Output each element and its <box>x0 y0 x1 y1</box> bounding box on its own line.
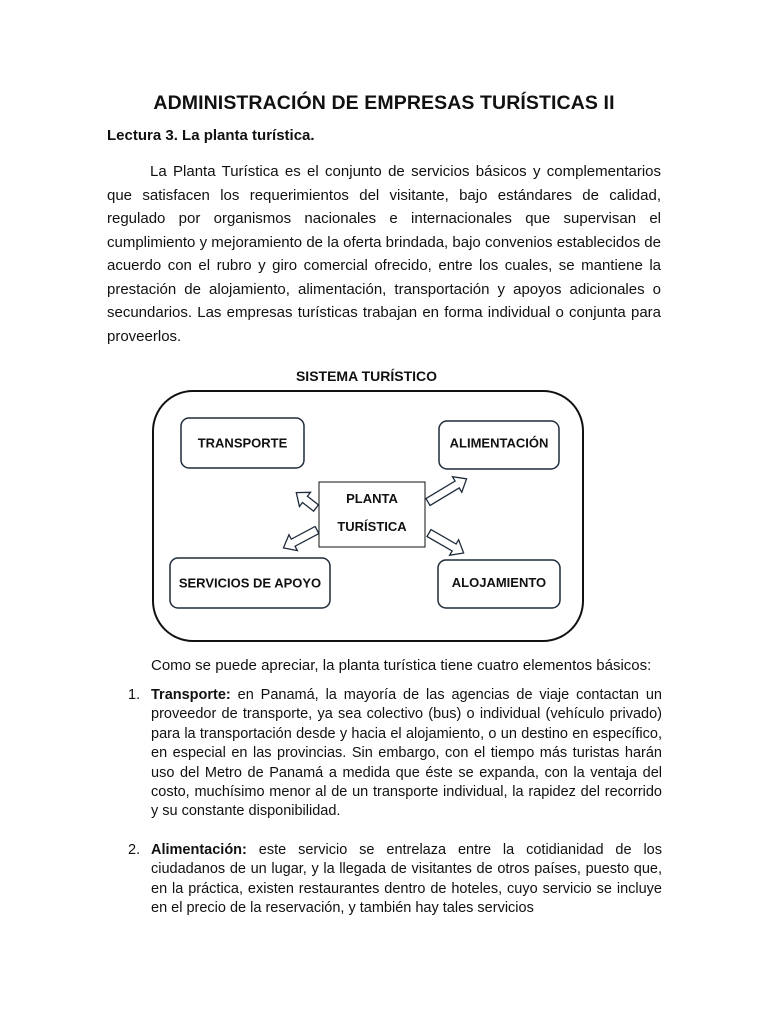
lecture-subtitle: Lectura 3. La planta turística. <box>107 127 315 144</box>
list-item-term: Transporte: <box>151 687 231 703</box>
list-item-text: en Panamá, la mayoría de las agencias de viaje contactan un proveedor de transporte, ya sea colectivo (bus) o individual (vehículo privado) para la transportación desde y hacia el alojamiento, o un destino en específico, en especial en las provincias. Sin embargo, con el tiempo más turistas harán uso del Metro de Panamá a medida que éste se expanda, con la ventaja del costo, muchísimo menor al de un transporte individual, la rapidez del recorrido y su constante disponibilidad. <box>151 687 662 820</box>
document-title: ADMINISTRACIÓN DE EMPRESAS TURÍSTICAS II <box>153 92 615 114</box>
diagram-title: SISTEMA TURÍSTICO <box>295 368 438 384</box>
list-item-text: este servicio se entrelaza entre la cotidianidad de los ciudadanos de un lugar, y la llegada de visitantes de otros países, puesto que, en la práctica, existen restaurantes dentro de hoteles, cuyo servicio se incluye en el precio de la reservación, y también hay tales servicios <box>151 841 662 917</box>
food-label: ALIMENTACIÓN <box>449 435 549 451</box>
intro-paragraph: La Planta Turística es el conjunto de servicios básicos y complementarios que satisfacen los requerimientos del visitante, bajo estándares de calidad, regulado por organismos nacionales e internacionales que supervisan el cumplimiento y mejoramiento de la oferta brindada, bajo convenios establecidos de acuerdo con el rubro y giro comercial ofrecido, entre los cuales, se mantiene la prestación de alojamiento, alimentación, transportación y apoyos adicionales o secundarios. Las empresas turísticas trabajan en forma individual o conjunta para proveerlos. <box>107 163 661 345</box>
arrow-to-food-icon <box>423 471 471 510</box>
list-item <box>128 686 662 822</box>
turistica-label: TURÍSTICA <box>337 519 407 534</box>
transport-label: TRANSPORTE <box>197 435 288 451</box>
arrow-to-support-icon <box>279 522 321 556</box>
arrow-to-lodging-icon <box>425 525 469 561</box>
list-item-number: 2. <box>128 841 141 858</box>
elements-intro: Como se puede apreciar, la planta turística tiene cuatro elementos básicos: <box>151 657 652 674</box>
support-services-label: SERVICIOS DE APOYO <box>178 575 322 591</box>
planta-label: PLANTA <box>346 491 398 506</box>
lodging-label: ALOJAMIENTO <box>451 575 547 590</box>
elements-list <box>128 686 662 937</box>
list-item-number: 1. <box>128 687 141 703</box>
tourism-system-diagram <box>150 388 586 644</box>
list-item <box>128 841 662 919</box>
list-item-term: Alimentación: <box>151 841 247 858</box>
arrow-to-transport-icon <box>291 486 322 516</box>
